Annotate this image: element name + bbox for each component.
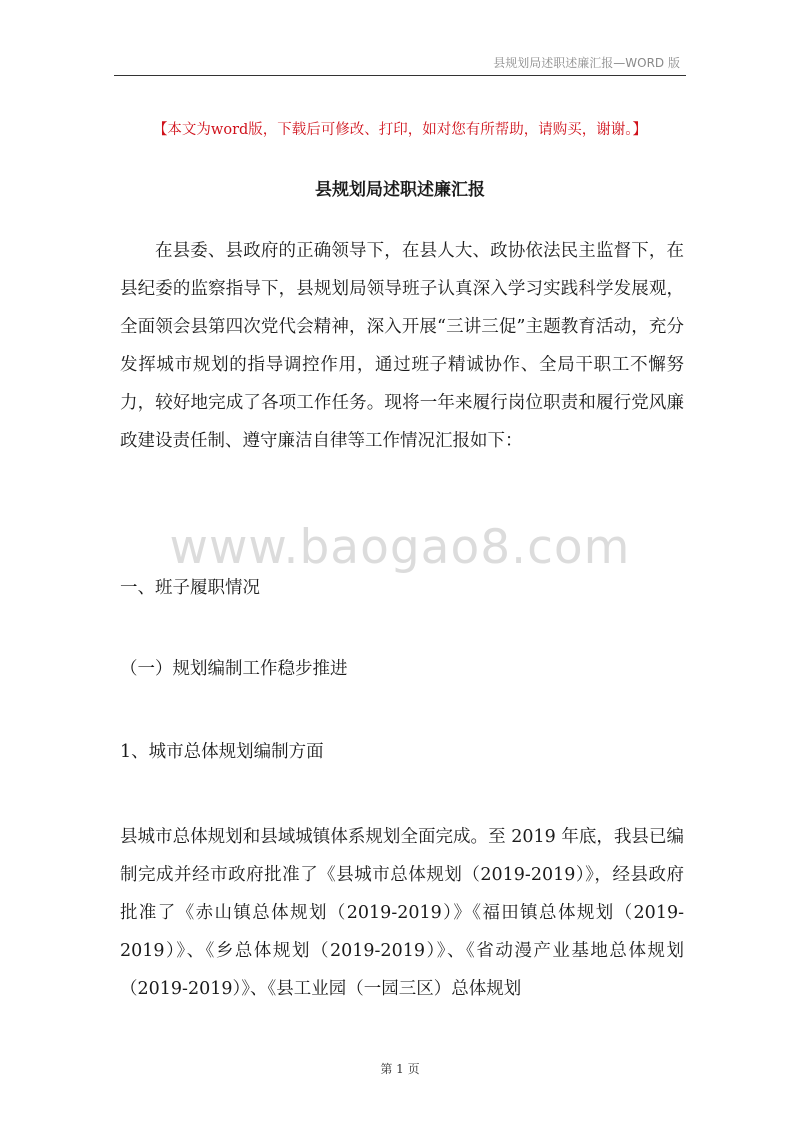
page-number: 第 1 页 xyxy=(380,1062,420,1076)
header-divider xyxy=(114,75,686,76)
intro-paragraph: 在县委、县政府的正确领导下，在县人大、政协依法民主监督下，在县纪委的监察指导下，县规划局领导班子认真深入学习实践科学发展观，全面领会县第四次党代会精神，深入开展“三讲三促”主题教育活动，充分发挥城市规划的指导调控作用，通过班子精诚协作、全局干职工不懈努力，较好地完成了各项工作任务。现将一年来履行岗位职责和履行党风廉政建设责任制、遵守廉洁自律等工作情况汇报如下： xyxy=(120,241,684,451)
download-notice: 【本文为word版，下载后可修改、打印，如对您有所帮助，请购买，谢谢。】 xyxy=(152,122,648,138)
subsection-heading-1: （一）规划编制工作稳步推进 xyxy=(120,659,348,679)
watermark: www.baogao8.com xyxy=(169,520,631,575)
item-heading-1: 1、城市总体规划编制方面 xyxy=(120,742,324,762)
body-paragraph: 县城市总体规划和县域城镇体系规划全面完成。至 2019 年底，我县已编制完成并经市政府批准了《县城市总体规划（2019-2019）》，经县政府批准了《赤山镇总体规划（2019-2019）》《福田镇总体规划（2019-2019）》、《乡总体规划（2019-2019）》、《省动漫产业基地总体规划（2019-2019）》、《县工业园（一园三区）总体规划 xyxy=(120,827,684,999)
document-title: 县规划局述职述廉汇报 xyxy=(315,180,485,200)
running-header: 县规划局述职述廉汇报—WORD 版 xyxy=(493,56,680,70)
section-heading-1: 一、班子履职情况 xyxy=(120,578,260,598)
